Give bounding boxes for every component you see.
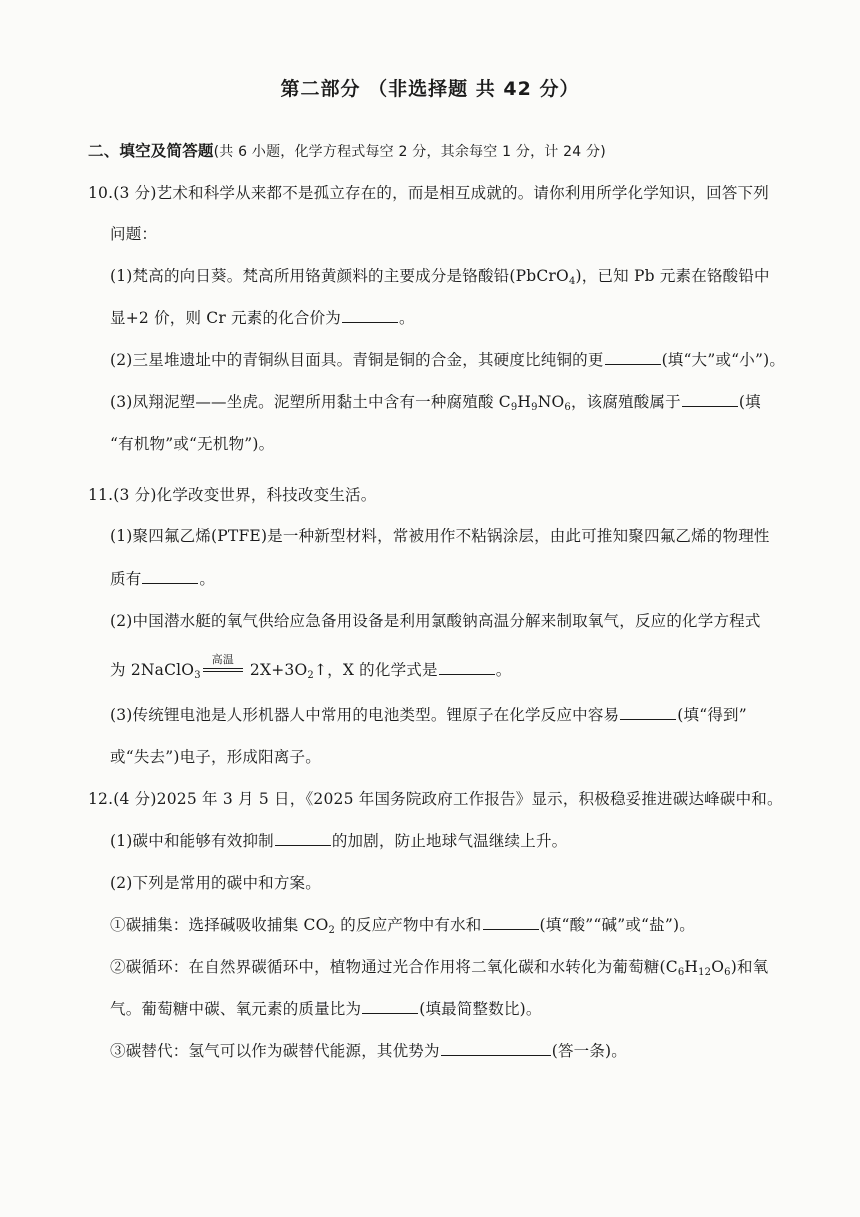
q12-c1-sub: 2: [328, 925, 336, 936]
q11-eq-sub-2: 2: [307, 670, 314, 681]
page-title: 第二部分 （非选择题 共 42 分）: [280, 78, 580, 100]
answer-blank-q12-3[interactable]: [362, 999, 418, 1014]
q12-c2-o: O: [711, 958, 725, 976]
q12-c2-sub-2: 12: [698, 967, 712, 978]
q10-p3-sub-1: 9: [510, 402, 518, 413]
question-10-stem: 10.(3 分)艺术和科学从来都不是孤立存在的，而是相互成就的。请你利用所学化学知识，回答下列: [88, 184, 769, 202]
q12-c2-text-4: (填最简整数比)。: [419, 1000, 542, 1018]
q10-p3-text: (3)凤翔泥塑——坐虎。泥塑所用黏土中含有一种腐殖酸 C: [110, 393, 511, 411]
q10-p1-text-2: )，已知 Pb 元素在铬酸铅中: [575, 267, 770, 285]
q12-p1-text: (1)碳中和能够有效抑制: [110, 832, 274, 850]
question-12-item-1: [110, 913, 695, 935]
q10-p3-text-2: ，该腐殖酸属于: [570, 393, 681, 411]
q12-c2-sub-1: 6: [677, 967, 685, 978]
question-12-stem: 12.(4 分)2025 年 3 月 5 日，《2025 年国务院政府工作报告》显示，积极稳妥推进碳达峰碳中和。: [88, 790, 783, 808]
q10-p3-text-3: (填: [738, 393, 761, 411]
question-11-part-1: (1)聚四氟乙烯(PTFE)是一种新型材料，常被用作不粘锅涂层，由此可推知聚四氟乙烯的物理性: [110, 527, 770, 545]
q10-p1-text-4: 。: [399, 309, 415, 327]
question-11-part-1-cont: [110, 567, 215, 589]
equals-line-top: [203, 668, 243, 669]
question-10-part-1: [110, 264, 770, 286]
q12-p1-text-2: 的加剧，防止地球气温继续上升。: [331, 832, 568, 850]
section-note: (共 6 小题，化学方程式每空 2 分，其余每空 1 分，计 24 分): [213, 144, 606, 160]
q11-p1-text: 质有: [110, 570, 142, 588]
answer-blank-q10-3[interactable]: [682, 392, 738, 407]
section-heading: [88, 139, 606, 161]
q12-c2-sub-3: 6: [724, 967, 731, 978]
question-11-part-3-cont: 或“失去”)电子，形成阳离子。: [110, 748, 321, 766]
q11-p3-text: (3)传统锂电池是人形机器人中常用的电池类型。锂原子在化学反应中容易: [110, 706, 620, 724]
q12-c2-text: ②碳循环：在自然界碳循环中，植物通过光合作用将二氧化碳和水转化为葡萄糖(C: [110, 958, 678, 976]
answer-blank-q11-3[interactable]: [620, 705, 676, 720]
q10-p3-h: H: [517, 393, 532, 411]
question-12-item-2-cont: [110, 997, 542, 1019]
question-12-part-2: (2)下列是常用的碳中和方案。: [110, 874, 321, 892]
section-label: 二、填空及简答题: [88, 142, 214, 160]
q12-c2-text-3: 气。葡萄糖中碳、氧元素的质量比为: [110, 1000, 362, 1018]
question-12-item-2: [110, 955, 768, 977]
question-11-stem: 11.(3 分)化学改变世界，科技改变生活。: [88, 486, 377, 504]
q12-c2-text-2: )和氧: [730, 958, 769, 976]
q12-c1-text-2: 的反应产物中有水和: [335, 916, 482, 934]
answer-blank-q11-2[interactable]: [439, 660, 495, 675]
answer-blank-q12-4[interactable]: [441, 1041, 551, 1056]
q11-eq-text-3: ↑，X 的化学式是: [313, 661, 438, 679]
question-12-part-1: [110, 829, 567, 851]
question-10-part-3-cont: “有机物”或“无机物”)。: [110, 435, 275, 453]
q10-p3-sub-3: 6: [564, 402, 571, 413]
question-10-part-1-cont: [110, 306, 415, 328]
reaction-condition: [203, 653, 243, 675]
reaction-condition-label: 高温: [211, 653, 234, 666]
q10-p3-sub-2: 9: [531, 402, 538, 413]
q10-p1-text-3: 显+2 价，则 Cr 元素的化合价为: [110, 309, 341, 327]
question-11-part-2: (2)中国潜水艇的氧气供给应急备用设备是利用氯酸钠高温分解来制取氧气，反应的化学方程式: [110, 612, 761, 630]
q10-p2-text-2: (填“大”或“小”)。: [661, 351, 786, 369]
q10-p1-text: (1)梵高的向日葵。梵高所用铬黄颜料的主要成分是铬酸铅(PbCrO: [110, 267, 569, 285]
question-10-part-2: [110, 348, 785, 370]
q11-eq-text: 为 2NaClO: [110, 661, 195, 679]
q11-p1-text-2: 。: [199, 570, 216, 588]
answer-blank-q10-2[interactable]: [605, 350, 661, 365]
q12-c1-text-3: (填“酸”“碱”或“盐”)。: [539, 916, 695, 934]
question-12-item-3: [110, 1039, 627, 1061]
question-11-part-3: [110, 703, 747, 725]
q12-c1-text: ①碳捕集：选择碱吸收捕集 CO: [110, 916, 329, 934]
answer-blank-q11-1[interactable]: [142, 569, 198, 584]
q10-p2-text: (2)三星堆遗址中的青铜纵目面具。青铜是铜的合金，其硬度比纯铜的更: [110, 351, 604, 369]
q10-p1-subscript: 4: [568, 276, 576, 287]
q11-eq-text-2: 2X+3O: [244, 661, 308, 679]
q12-c2-h: H: [684, 958, 699, 976]
answer-blank-q12-2[interactable]: [483, 915, 539, 930]
answer-blank-q12-1[interactable]: [275, 831, 331, 846]
q12-c3-text-2: (答一条)。: [551, 1042, 627, 1060]
question-11-equation-line: [110, 653, 512, 681]
q12-c3-text: ③碳替代：氢气可以作为碳替代能源，其优势为: [110, 1042, 440, 1060]
q11-eq-sub-1: 3: [194, 670, 201, 681]
answer-blank-q10-1[interactable]: [342, 308, 398, 323]
question-10-part-3: [110, 390, 761, 412]
q11-p3-text-2: (填“得到”: [677, 706, 747, 724]
q10-p3-no: NO: [537, 393, 565, 411]
equals-line-bottom: [203, 671, 243, 672]
q11-eq-text-4: 。: [495, 661, 512, 679]
question-10-stem-cont: 问题：: [110, 225, 158, 243]
